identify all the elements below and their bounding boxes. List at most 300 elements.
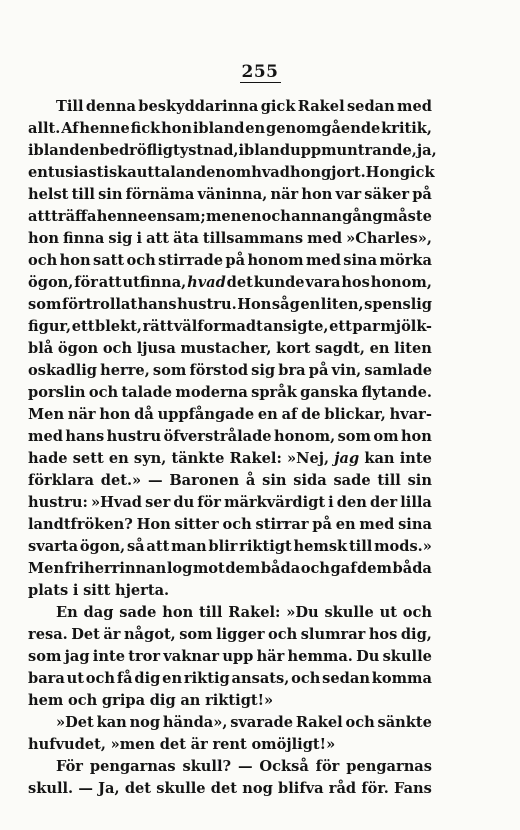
text-line — [28, 184, 432, 206]
word: och — [402, 604, 432, 621]
word: ibland — [238, 142, 291, 159]
page-number: 255 — [241, 62, 279, 82]
word: och — [68, 692, 98, 709]
word: hans — [65, 428, 105, 445]
text-line — [28, 118, 432, 140]
word: allt. — [28, 120, 61, 137]
word: — — [237, 758, 253, 775]
word: du — [173, 494, 195, 511]
word: sig — [251, 362, 276, 379]
word: rätt — [142, 318, 174, 335]
word: sig — [108, 230, 133, 247]
word: der — [369, 494, 398, 511]
word: att — [146, 230, 170, 247]
word: vaknar — [163, 648, 220, 665]
word: en — [79, 142, 100, 159]
word: pengarnas — [346, 758, 432, 775]
word: bara — [28, 670, 65, 687]
word: Till — [56, 98, 84, 115]
word: Du — [356, 648, 380, 665]
word: med — [305, 252, 341, 269]
word: språk — [251, 384, 297, 401]
word: hans — [137, 296, 177, 313]
word: i — [328, 494, 334, 511]
word: hemma. — [287, 648, 353, 665]
word: förstod — [189, 362, 249, 379]
word: förnäma — [125, 186, 195, 203]
word: till — [199, 604, 223, 621]
word: hade — [28, 450, 68, 467]
word: ser — [145, 494, 171, 511]
word: skulle — [156, 780, 206, 797]
text-line — [28, 756, 432, 778]
word: att — [146, 538, 170, 555]
word: sade — [333, 472, 371, 489]
word: jag — [334, 450, 360, 467]
word: sett — [72, 450, 104, 467]
word: bedröflig — [99, 142, 173, 159]
word: ensam; — [147, 208, 206, 225]
word: dig, — [400, 626, 432, 643]
word: hon — [301, 186, 333, 203]
word: slumrar — [300, 626, 366, 643]
word: sade — [119, 604, 157, 621]
word: omöjligt!» — [251, 736, 336, 753]
word: här — [256, 648, 285, 665]
word: flytande. — [361, 384, 432, 401]
word: inte — [399, 450, 432, 467]
word: ett — [329, 318, 352, 335]
text-line — [28, 624, 432, 646]
word: för — [315, 758, 340, 775]
word: på — [308, 362, 329, 379]
word: annan — [291, 208, 342, 225]
word: plats — [28, 582, 69, 599]
word: något, — [123, 626, 176, 643]
word: vin, — [331, 362, 362, 379]
word: liten, — [320, 296, 364, 313]
text-line — [28, 404, 432, 426]
word: förtrollat — [61, 296, 138, 313]
text-line — [28, 646, 432, 668]
word: hon — [99, 406, 131, 423]
word: tänkte — [171, 450, 225, 467]
text-line — [28, 778, 432, 800]
word: komma — [371, 670, 432, 687]
word: sida — [293, 472, 327, 489]
word: det — [226, 274, 253, 291]
word: ansigte, — [263, 318, 329, 335]
word: uppmuntrande, — [290, 142, 417, 159]
word: säker — [364, 186, 410, 203]
word: välformadt — [173, 318, 263, 335]
word: den — [336, 494, 367, 511]
word: kan — [364, 450, 395, 467]
word: hos — [368, 626, 398, 643]
word: Fans — [394, 780, 432, 797]
text-line — [28, 580, 432, 602]
word: ligger — [216, 626, 265, 643]
text-line — [28, 602, 432, 624]
word: »Det — [56, 714, 94, 731]
word: som — [28, 648, 62, 665]
word: blå — [28, 340, 54, 357]
word: För — [56, 758, 83, 775]
text-line — [28, 206, 432, 228]
word: riktigt — [239, 538, 292, 555]
word: och — [345, 714, 375, 731]
word: när — [270, 186, 299, 203]
word: tror — [128, 648, 161, 665]
word: nog — [129, 714, 161, 731]
word: friherrinnan — [64, 560, 167, 577]
word: sina — [343, 252, 378, 269]
word: att — [28, 208, 51, 225]
word: dig — [134, 670, 161, 687]
word: af — [281, 406, 298, 423]
text-line — [28, 96, 432, 118]
word: par — [352, 318, 380, 335]
word: öfverstrålade — [163, 428, 272, 445]
word: en — [108, 450, 129, 467]
word: lilla — [400, 494, 432, 511]
word: ansats, — [231, 670, 290, 687]
word: oskadlig — [28, 362, 98, 379]
word: Hon — [365, 164, 400, 181]
word: för — [74, 274, 98, 291]
word: Af — [61, 120, 79, 137]
word: kritik, — [381, 120, 432, 137]
word: hvad — [251, 164, 290, 181]
word: fick — [130, 120, 161, 137]
word: skull. — [28, 780, 74, 797]
word: nog — [242, 780, 273, 797]
word: sitter — [174, 516, 219, 533]
word: figur, — [28, 318, 72, 335]
word: blekt, — [95, 318, 143, 335]
word: för. — [361, 780, 389, 797]
word: och — [85, 670, 116, 687]
body-text — [28, 96, 437, 800]
word: på — [225, 252, 246, 269]
word: hustru — [106, 428, 162, 445]
word: liten — [394, 340, 432, 357]
word: ibland — [28, 142, 80, 159]
word: ibland — [192, 120, 245, 137]
word: hon — [400, 428, 432, 445]
word: märkvärdigt — [224, 494, 326, 511]
word: måste — [382, 208, 432, 225]
word: båda — [392, 560, 432, 577]
word: entusiastiska — [28, 164, 137, 181]
word: dag — [83, 604, 114, 621]
word: Hon — [237, 296, 272, 313]
word: och — [291, 670, 321, 687]
text-line — [28, 228, 432, 250]
word: till — [377, 472, 401, 489]
word: »Hvad — [90, 494, 143, 511]
word: bra — [278, 362, 306, 379]
word: mörka — [379, 252, 432, 269]
word: med — [28, 428, 63, 445]
word: var — [335, 186, 362, 203]
word: äta — [173, 230, 199, 247]
word: herre, — [100, 362, 150, 379]
word: ett — [71, 318, 95, 335]
word: skull? — [182, 758, 232, 775]
word: honom, — [273, 428, 336, 445]
word: hon — [162, 604, 194, 621]
word: med — [307, 230, 343, 247]
word: hustru. — [177, 296, 237, 313]
word: med — [397, 98, 432, 115]
word: landtfröken? — [28, 516, 133, 533]
word: för — [197, 494, 221, 511]
word: i — [72, 582, 79, 599]
word: log — [166, 560, 193, 577]
word: Det — [71, 626, 100, 643]
text-line — [28, 492, 432, 514]
word: samlade — [364, 362, 432, 379]
word: ögon — [57, 340, 99, 357]
word: riktig — [183, 670, 230, 687]
text-line — [28, 536, 432, 558]
word: pengarnas — [89, 758, 176, 775]
word: man — [171, 538, 207, 555]
word: mods.» — [374, 538, 432, 555]
word: Hon — [136, 516, 171, 533]
word: råd — [328, 780, 357, 797]
word: och — [261, 208, 291, 225]
text-line — [28, 316, 432, 338]
word: på — [412, 186, 432, 203]
word: mjölk- — [380, 318, 432, 335]
word: gick — [399, 164, 435, 181]
word: sagdt, — [315, 340, 365, 357]
word: som — [28, 296, 62, 313]
word: »Du — [286, 604, 319, 621]
word: stirrade — [158, 252, 223, 269]
word: dem — [357, 560, 392, 577]
word: hända», — [162, 714, 228, 731]
text-line — [28, 514, 432, 536]
text-line — [28, 272, 432, 294]
word: moderna — [175, 384, 248, 401]
word: svarta — [28, 538, 79, 555]
word: å — [245, 472, 256, 489]
text-line — [28, 558, 432, 580]
word: denna — [85, 98, 136, 115]
text-line — [28, 360, 432, 382]
word: såg — [271, 296, 300, 313]
word: är — [190, 736, 208, 753]
word: hem — [28, 692, 64, 709]
word: Rakel — [297, 98, 345, 115]
word: en — [335, 516, 356, 533]
word: och — [126, 252, 156, 269]
text-line — [28, 294, 432, 316]
word: i — [136, 230, 143, 247]
word: Men — [28, 406, 65, 423]
word: — — [147, 472, 163, 489]
word: spenslig — [364, 296, 432, 313]
word: det — [124, 780, 152, 797]
word: blickar, — [324, 406, 386, 423]
word: ljusa — [136, 340, 176, 357]
word: sedan — [322, 670, 370, 687]
word: kan — [96, 714, 127, 731]
word: en — [241, 208, 262, 225]
text-line — [28, 470, 432, 492]
word: tystnad, — [172, 142, 239, 159]
word: uppfångade — [157, 406, 255, 423]
word: skulle — [382, 648, 432, 665]
text-line — [28, 162, 435, 184]
word: henne — [79, 120, 130, 137]
word: hvad — [187, 274, 226, 291]
word: mot — [192, 560, 225, 577]
word: om — [226, 164, 252, 181]
word: som — [337, 428, 371, 445]
word: »men — [110, 736, 156, 753]
word: Baronen — [169, 472, 240, 489]
text-line — [28, 448, 432, 470]
text-line — [28, 338, 432, 360]
word: sin — [262, 472, 287, 489]
word: Också — [259, 758, 309, 775]
word: honom, — [370, 274, 432, 291]
word: ja, — [416, 142, 437, 159]
word: när — [67, 406, 96, 423]
text-line — [28, 712, 432, 734]
word: och — [268, 626, 298, 643]
word: sitt — [83, 582, 111, 599]
text-line — [28, 668, 432, 690]
word: uttalanden — [136, 164, 227, 181]
word: blifva — [278, 780, 324, 797]
word: väninna, — [197, 186, 268, 203]
word: »Nej, — [286, 450, 330, 467]
word: blir — [208, 538, 238, 555]
word: beskyddarinna — [138, 98, 259, 115]
word: sina — [398, 516, 432, 533]
word: dem — [225, 560, 261, 577]
word: kort — [276, 340, 311, 357]
word: porslin — [28, 384, 86, 401]
word: stirrar — [255, 516, 309, 533]
word: och — [28, 252, 58, 269]
word: finna — [63, 230, 105, 247]
word: då — [134, 406, 154, 423]
word: med — [359, 516, 395, 533]
word: är — [103, 626, 121, 643]
word: skulle — [324, 604, 374, 621]
word: till — [71, 186, 95, 203]
word: kunde — [253, 274, 305, 291]
word: så — [126, 538, 145, 555]
word: som — [152, 362, 187, 379]
text-line — [28, 690, 432, 712]
word: upp — [222, 648, 254, 665]
word: ut — [66, 670, 84, 687]
word: på — [312, 516, 332, 533]
word: ganska — [300, 384, 359, 401]
word: hvar- — [389, 406, 432, 423]
word: sin — [98, 186, 123, 203]
word: gjort. — [320, 164, 366, 181]
text-line — [28, 250, 432, 272]
word: en — [245, 120, 266, 137]
word: En — [56, 604, 78, 621]
word: en — [162, 670, 183, 687]
word: gång — [342, 208, 383, 225]
word: hufvudet, — [28, 736, 106, 753]
word: talade — [121, 384, 173, 401]
word: satt — [92, 252, 125, 269]
word: gripa — [101, 692, 146, 709]
word: träffa — [51, 208, 97, 225]
word: sedan — [346, 98, 395, 115]
word: helst — [28, 186, 69, 203]
word: men — [205, 208, 242, 225]
word: sin — [407, 472, 432, 489]
word: genomgående — [266, 120, 381, 137]
text-line — [28, 734, 432, 756]
word: att — [98, 274, 122, 291]
word: hjerta. — [114, 582, 170, 599]
word: och — [102, 340, 133, 357]
word: dig — [149, 692, 176, 709]
word: ögon, — [28, 274, 74, 291]
word: hustru: — [28, 494, 88, 511]
word: en — [300, 296, 321, 313]
word: ut — [379, 604, 397, 621]
word: gaf — [330, 560, 357, 577]
word: Rakel: — [229, 450, 282, 467]
text-line — [28, 140, 437, 162]
word: Rakel: — [228, 604, 281, 621]
word: och — [300, 560, 330, 577]
word: hon — [59, 252, 91, 269]
word: det — [210, 780, 238, 797]
word: Ja, — [98, 780, 120, 797]
word: honom — [247, 252, 304, 269]
word: hon — [28, 230, 59, 247]
word: riktigt!» — [205, 692, 274, 709]
word: hon — [289, 164, 321, 181]
word: förklara — [28, 472, 94, 489]
word: ögon, — [79, 538, 126, 555]
word: resa. — [28, 626, 68, 643]
word: som — [179, 626, 213, 643]
word: de — [301, 406, 321, 423]
word: Rakel — [295, 714, 343, 731]
word: och — [222, 516, 252, 533]
word: mustacher, — [180, 340, 272, 357]
word: — — [78, 780, 93, 797]
word: »Charles», — [346, 230, 432, 247]
word: få — [116, 670, 133, 687]
word: till — [348, 538, 373, 555]
word: en — [257, 406, 278, 423]
word: syn, — [133, 450, 167, 467]
word: sänkte — [377, 714, 432, 731]
word: hemsk — [293, 538, 348, 555]
word: båda — [260, 560, 301, 577]
word: tillsammans — [202, 230, 304, 247]
text-line — [28, 382, 432, 404]
word: det.» — [100, 472, 142, 489]
